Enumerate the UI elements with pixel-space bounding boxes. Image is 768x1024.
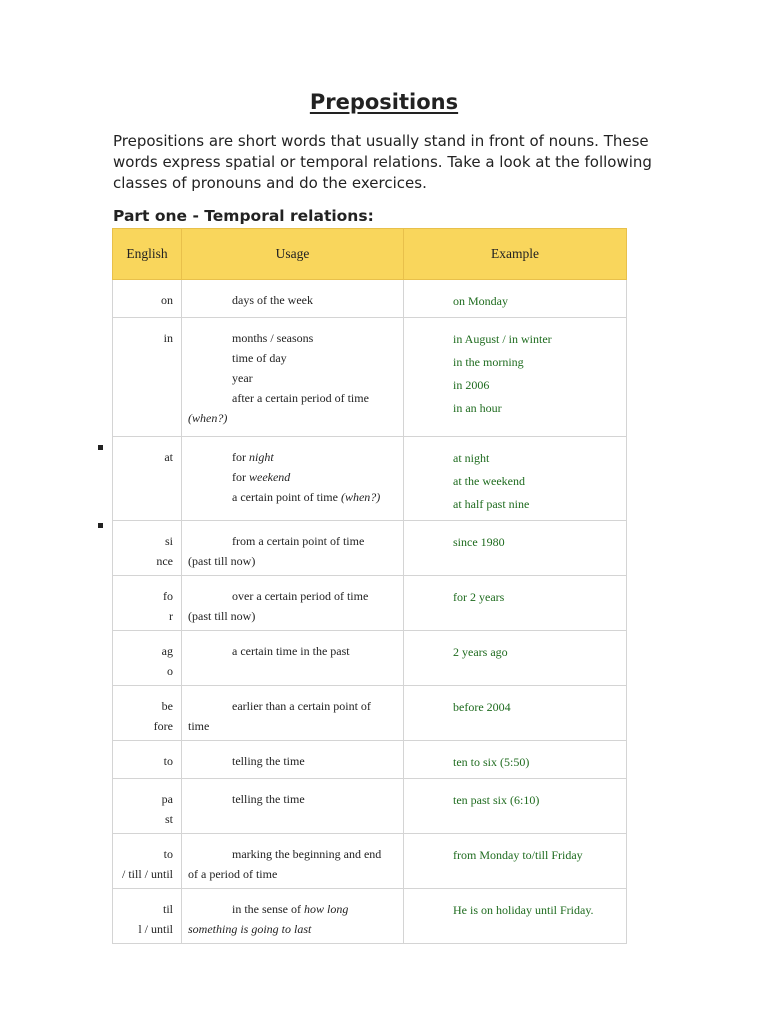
example-text: ten to six (5:50) (453, 755, 530, 769)
usage-text: marking the beginning and end (232, 847, 382, 861)
usage-line (188, 789, 397, 809)
preposition-word: r (169, 609, 173, 623)
preposition-word: st (164, 812, 173, 826)
preposition-cell (113, 437, 182, 521)
example-text: in August / in winter (453, 332, 552, 346)
usage-text: earlier than a certain point of (232, 699, 371, 713)
usage-line (188, 447, 397, 467)
header-english: English (113, 229, 182, 280)
example-text: 2 years ago (453, 645, 508, 659)
section-heading: Part one - Temporal relations: (113, 207, 374, 225)
preposition-word: / till / until (121, 867, 173, 881)
usage-line (188, 751, 397, 771)
preposition-word: nce (156, 554, 173, 568)
table-row (113, 779, 627, 834)
usage-text: for (232, 470, 249, 484)
preposition-word: til (162, 902, 173, 916)
table-row (113, 686, 627, 741)
preposition-word: ag (161, 644, 173, 658)
usage-cell (182, 834, 404, 889)
usage-line (188, 919, 397, 939)
example-cell (404, 779, 627, 834)
usage-continuation: (past till now) (188, 554, 256, 568)
table-row (113, 521, 627, 576)
preposition-cell (113, 686, 182, 741)
usage-line (188, 586, 397, 606)
usage-emphasis: (when?) (340, 490, 381, 504)
usage-emphasis: weekend (249, 470, 291, 484)
preposition-cell (113, 521, 182, 576)
example-text: ten past six (6:10) (453, 793, 540, 807)
usage-cell (182, 318, 404, 437)
table-body (113, 280, 627, 944)
usage-line (188, 716, 397, 736)
usage-line (188, 606, 397, 626)
usage-text: in the sense of (232, 902, 304, 916)
preposition-word: fore (153, 719, 173, 733)
header-example: Example (404, 229, 627, 280)
preposition-word: in (163, 331, 173, 345)
example-cell (404, 741, 627, 779)
usage-cell (182, 779, 404, 834)
example-text: in 2006 (453, 378, 490, 392)
usage-text: for (232, 450, 249, 464)
table-row (113, 576, 627, 631)
usage-text: telling the time (232, 754, 305, 768)
preposition-word: si (164, 534, 173, 548)
usage-emphasis: night (249, 450, 274, 464)
preposition-word: at (164, 450, 173, 464)
preposition-word: l / until (138, 922, 173, 936)
example-cell (404, 318, 627, 437)
usage-cell (182, 521, 404, 576)
example-text: for 2 years (453, 590, 505, 604)
example-text: on Monday (453, 294, 508, 308)
usage-continuation: something is going to last (188, 922, 312, 936)
prepositions-table (112, 228, 627, 944)
usage-line (188, 844, 397, 864)
usage-text: telling the time (232, 792, 305, 806)
usage-line (188, 467, 397, 487)
preposition-cell (113, 779, 182, 834)
preposition-word: to (163, 754, 173, 768)
usage-continuation: of a period of time (188, 867, 278, 881)
table-row (113, 631, 627, 686)
example-cell (404, 280, 627, 318)
example-text: at night (453, 451, 490, 465)
example-text: in the morning (453, 355, 524, 369)
usage-emphasis: how long (303, 902, 349, 916)
example-cell (404, 834, 627, 889)
example-text: before 2004 (453, 700, 511, 714)
preposition-word: to (163, 847, 173, 861)
example-cell (404, 631, 627, 686)
usage-line (188, 368, 397, 388)
usage-line (188, 290, 397, 310)
preposition-cell (113, 280, 182, 318)
usage-text: year (232, 371, 253, 385)
usage-cell (182, 437, 404, 521)
usage-line (188, 328, 397, 348)
example-cell (404, 576, 627, 631)
usage-text: time of day (232, 351, 287, 365)
table-row (113, 280, 627, 318)
example-text: at half past nine (453, 497, 530, 511)
usage-text: a certain point of time (232, 490, 341, 504)
usage-text: from a certain point of time (232, 534, 365, 548)
preposition-word: o (167, 664, 173, 678)
example-text: in an hour (453, 401, 502, 415)
usage-line (188, 641, 397, 661)
usage-continuation: (past till now) (188, 609, 256, 623)
usage-line (188, 531, 397, 551)
usage-line (188, 864, 397, 884)
usage-cell (182, 631, 404, 686)
preposition-cell (113, 741, 182, 779)
usage-cell (182, 686, 404, 741)
example-text: He is on holiday until Friday. (453, 903, 594, 917)
usage-line (188, 551, 397, 571)
preposition-word: fo (163, 589, 173, 603)
preposition-cell (113, 318, 182, 437)
preposition-word: be (161, 699, 173, 713)
table-row (113, 834, 627, 889)
example-text: from Monday to/till Friday (453, 848, 583, 862)
prepositions-table-wrapper (112, 228, 627, 944)
example-text: since 1980 (453, 535, 505, 549)
usage-line (188, 899, 397, 919)
usage-text: days of the week (232, 293, 313, 307)
preposition-cell (113, 889, 182, 944)
usage-line (188, 388, 397, 408)
usage-line (188, 408, 397, 428)
table-row (113, 889, 627, 944)
usage-text: months / seasons (232, 331, 314, 345)
usage-line (188, 696, 397, 716)
usage-text: over a certain period of time (232, 589, 369, 603)
preposition-word: pa (161, 792, 173, 806)
usage-continuation: (when?) (188, 411, 228, 425)
usage-line (188, 487, 397, 507)
preposition-cell (113, 834, 182, 889)
example-cell (404, 437, 627, 521)
usage-cell (182, 889, 404, 944)
table-row (113, 741, 627, 779)
intro-paragraph: Prepositions are short words that usually stand in front of nouns. These words express spatial or temporal relations. Take a look at the following classes of pronouns and do the exercices. (113, 132, 652, 192)
example-cell (404, 889, 627, 944)
header-usage: Usage (182, 229, 404, 280)
table-row (113, 437, 627, 521)
bullet-marker (98, 523, 103, 528)
usage-line (188, 348, 397, 368)
page-title: Prepositions (309, 90, 459, 114)
table-header-row (113, 229, 627, 280)
table-row (113, 318, 627, 437)
preposition-cell (113, 576, 182, 631)
example-cell (404, 521, 627, 576)
example-text: at the weekend (453, 474, 525, 488)
bullet-marker (98, 445, 103, 450)
usage-continuation: time (188, 719, 210, 733)
usage-cell (182, 741, 404, 779)
usage-cell (182, 280, 404, 318)
usage-text: after a certain period of time (232, 391, 369, 405)
usage-cell (182, 576, 404, 631)
preposition-word: on (161, 293, 173, 307)
usage-text: a certain time in the past (232, 644, 350, 658)
example-cell (404, 686, 627, 741)
preposition-cell (113, 631, 182, 686)
